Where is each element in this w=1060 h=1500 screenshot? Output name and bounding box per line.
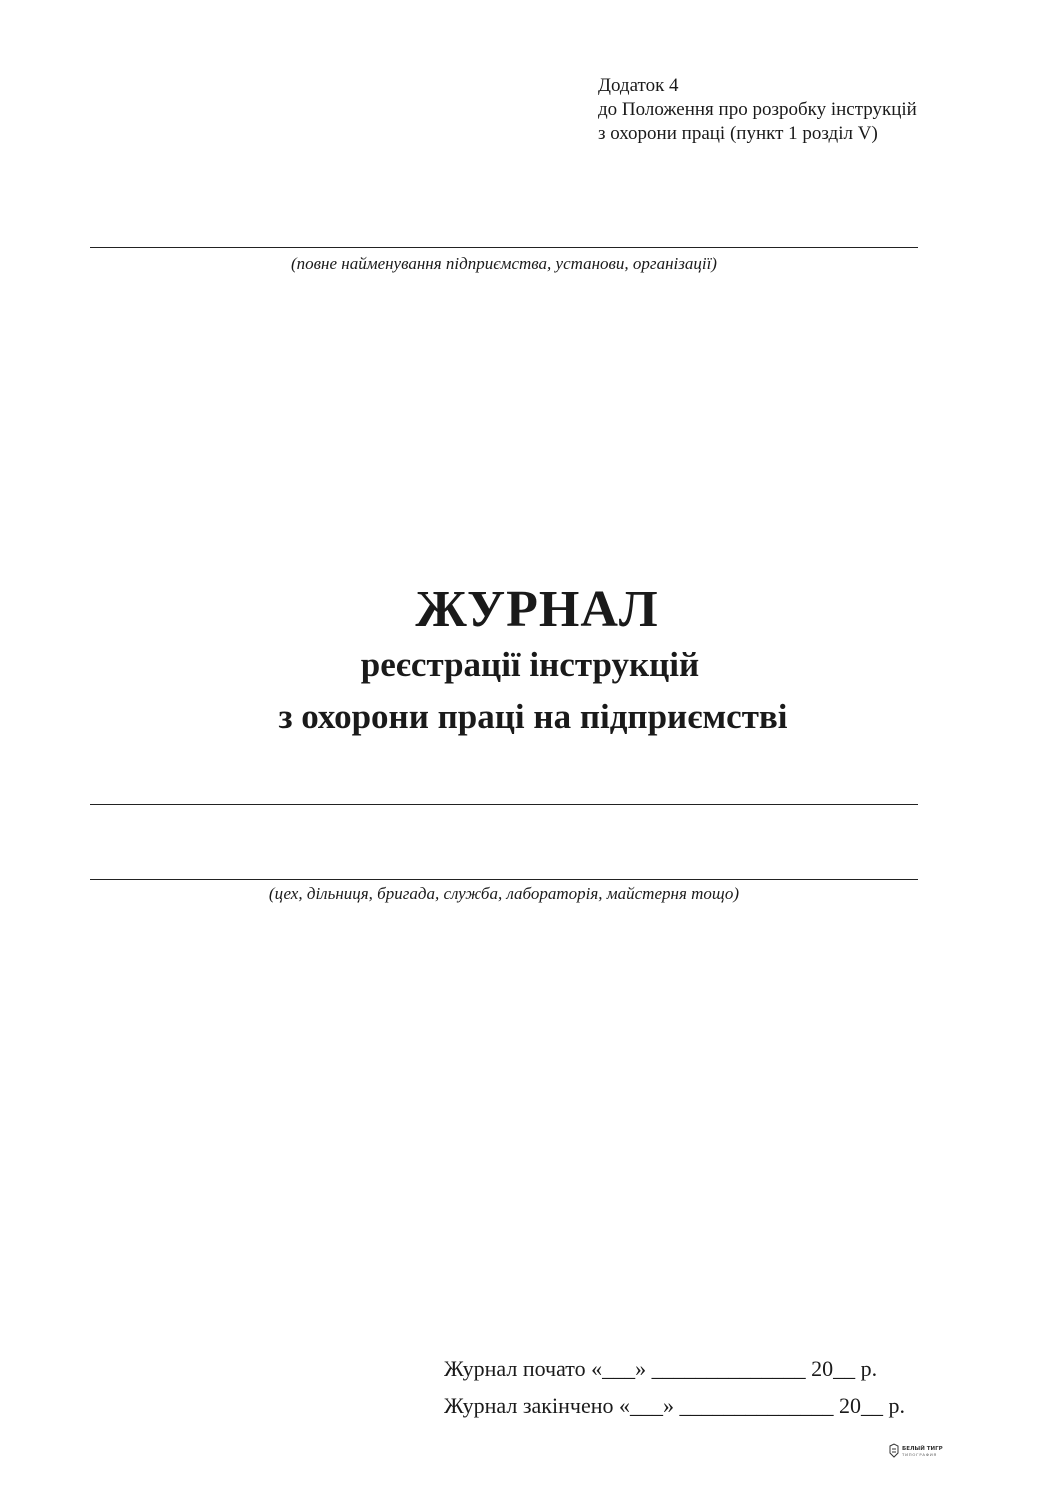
organization-name-line (90, 247, 918, 248)
organization-caption: (повне найменування підприємства, установи, організації) (291, 254, 717, 273)
department-caption: (цех, дільниця, бригада, служба, лабораторія, майстерня тощо) (268, 884, 740, 903)
appendix-clause: з охорони праці (пункт 1 розділ V) (598, 123, 878, 144)
journal-finished-line: Журнал закінчено «___» ______________ 20__ р. (444, 1393, 905, 1418)
svg-text:БЕЛЫЙ ТИГР: БЕЛЫЙ ТИГР (902, 1446, 943, 1452)
journal-started-line: Журнал почато «___» ______________ 20__ р. (444, 1356, 878, 1381)
tiger-logo-icon (888, 1443, 954, 1459)
journal-subtitle-line1: реєстрації інструкцій (360, 645, 700, 684)
appendix-number: Додаток 4 (598, 75, 679, 96)
appendix-reference: до Положення про розробку інструкцій (598, 99, 917, 120)
journal-subtitle-line2: з охорони праці на підприємстві (278, 697, 788, 736)
journal-title: ЖУРНАЛ (415, 581, 659, 638)
department-line-1 (90, 804, 918, 805)
svg-text:ТИПОГРАФИЯ: ТИПОГРАФИЯ (902, 1452, 937, 1457)
department-line-2 (90, 879, 918, 880)
appendix-note (598, 74, 917, 146)
